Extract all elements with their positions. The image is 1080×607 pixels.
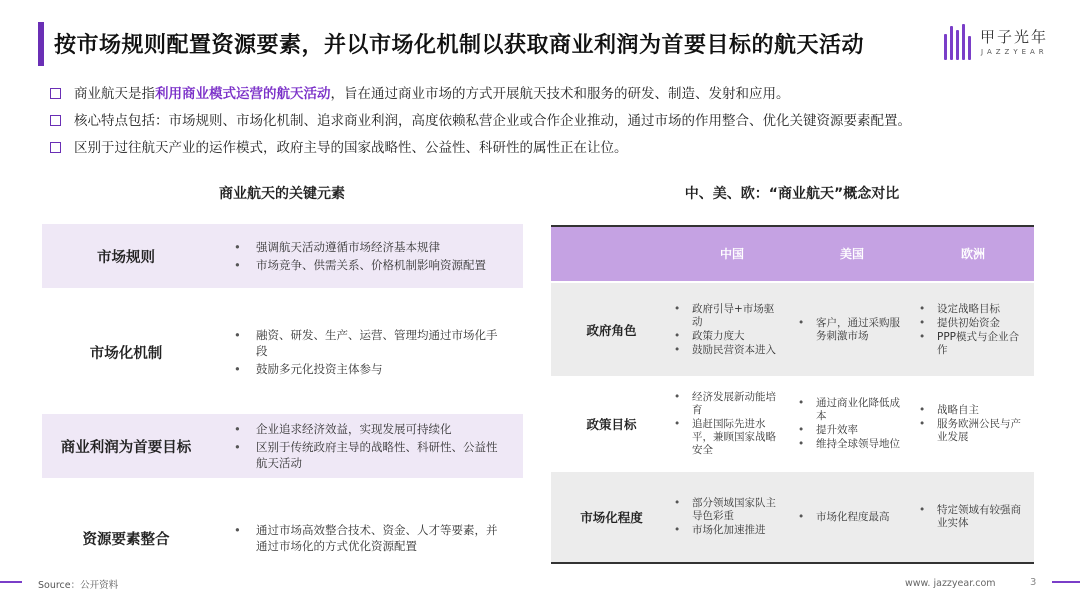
comparison-title: 中、美、欧：“商业航天”概念对比 <box>684 186 900 202</box>
key-element-row <box>42 414 523 478</box>
key-element-label: 市场化机制 <box>89 345 163 362</box>
bullet-text: ，旨在通过商业市场的方式开展航天技术和服务的研发、制造、发射和应用。 <box>330 86 790 102</box>
table-cell-usa <box>796 379 906 469</box>
cell-item: • 提升效率 <box>796 424 906 437</box>
square-bullet-icon <box>50 115 61 126</box>
column-header-china: 中国 <box>719 246 744 261</box>
table-cell-china <box>672 283 784 376</box>
row-label: 市场化程度 <box>580 510 643 525</box>
table-row <box>551 472 1034 564</box>
key-element-row <box>42 224 523 288</box>
logo-text-en: JAZZYEAR <box>981 48 1048 56</box>
column-header-usa: 美国 <box>839 246 864 261</box>
bullet-text: 商业航天是指 <box>74 86 155 102</box>
table-cell-europe <box>917 283 1029 376</box>
cell-item: • 通过商业化降低成本 <box>796 397 906 423</box>
cell-item: • 追赶国际先进水平，兼顾国家战略安全 <box>672 418 784 457</box>
intro-bullets <box>50 84 1050 165</box>
table-row <box>551 283 1034 376</box>
cell-item: • 设定战略目标 <box>917 303 1029 316</box>
source-note: Source：公开资料 <box>38 580 119 591</box>
table-cell-usa <box>796 472 906 562</box>
table-row <box>551 379 1034 469</box>
key-element-item: • 强调航天活动遵循市场经济基本规律 <box>234 239 501 255</box>
key-element-item: • 企业追求经济效益，实现发展可持续化 <box>234 421 501 437</box>
table-cell-europe <box>917 472 1029 562</box>
key-element-label: 资源要素整合 <box>82 531 170 548</box>
row-label: 政策目标 <box>586 417 637 432</box>
key-elements-title: 商业航天的关键元素 <box>219 186 345 202</box>
cell-item: • 客户，通过采购服务刺激市场 <box>796 317 906 343</box>
comparison-table-header <box>551 225 1034 281</box>
cell-item: • 维持全球领导地位 <box>796 438 906 451</box>
logo-bars-icon <box>944 24 974 60</box>
footer-accent-left <box>0 581 22 583</box>
cell-item: • 战略自主 <box>917 404 1029 417</box>
square-bullet-icon <box>50 88 61 99</box>
cell-item: • 经济发展新动能培育 <box>672 391 784 417</box>
row-label: 政府角色 <box>586 322 637 338</box>
key-element-row <box>42 500 523 576</box>
page-title: 按市场规则配置资源要素，并以市场化机制以获取商业利润为首要目标的航天活动 <box>54 33 865 58</box>
highlight-text: 利用商业模式运营的航天活动 <box>155 86 331 102</box>
intro-bullet-2 <box>50 111 1050 138</box>
key-element-label: 商业利润为首要目标 <box>60 439 192 456</box>
key-element-item: • 融资、研发、生产、运营、管理均通过市场化手段 <box>234 327 501 359</box>
brand-logo <box>944 22 1054 64</box>
cell-item: • 特定领域有较强商业实体 <box>917 504 1029 530</box>
cell-item: • 提供初始资金 <box>917 317 1029 330</box>
cell-item: • 政策力度大 <box>672 330 784 343</box>
website-link[interactable]: www. jazzyear.com <box>905 578 996 589</box>
title-accent-bar <box>38 22 44 66</box>
table-cell-usa <box>796 283 906 376</box>
cell-item: • 市场化加速推进 <box>672 524 784 537</box>
cell-item: • 服务欧洲公民与产业发展 <box>917 418 1029 444</box>
cell-item: • 部分领域国家队主导色彩重 <box>672 497 784 523</box>
intro-bullet-3 <box>50 138 1050 165</box>
key-element-item: • 通过市场高效整合技术、资金、人才等要素，并通过市场化的方式优化资源配置 <box>234 522 501 554</box>
column-header-europe: 欧洲 <box>960 246 985 261</box>
footer-accent-right <box>1052 581 1080 583</box>
logo-text-cn: 甲子光年 <box>980 28 1049 46</box>
bullet-text: 核心特点包括：市场规则、市场化机制、追求商业利润，高度依赖私营企业或合作企业推动，通过市场的作用整合、优化关键资源要素配置。 <box>74 113 911 129</box>
square-bullet-icon <box>50 142 61 153</box>
cell-item: • 鼓励民营资本进入 <box>672 344 784 357</box>
cell-item: • 政府引导+市场驱动 <box>672 303 784 329</box>
page-number: 3 <box>1030 577 1037 588</box>
key-element-label: 市场规则 <box>97 249 155 266</box>
cell-item: • PPP模式与企业合作 <box>917 331 1029 357</box>
key-element-item: • 区别于传统政府主导的战略性、科研性、公益性航天活动 <box>234 439 501 471</box>
key-element-item: • 鼓励多元化投资主体参与 <box>234 361 501 377</box>
key-element-item: • 市场竞争、供需关系、价格机制影响资源配置 <box>234 257 501 273</box>
bullet-text: 区别于过往航天产业的运作模式，政府主导的国家战略性、公益性、科研性的属性正在让位。 <box>74 140 628 156</box>
table-cell-china <box>672 379 784 469</box>
cell-item: • 市场化程度最高 <box>796 511 906 524</box>
intro-bullet-1 <box>50 84 1050 111</box>
table-cell-europe <box>917 379 1029 469</box>
key-element-row <box>42 300 523 404</box>
table-cell-china <box>672 472 784 562</box>
